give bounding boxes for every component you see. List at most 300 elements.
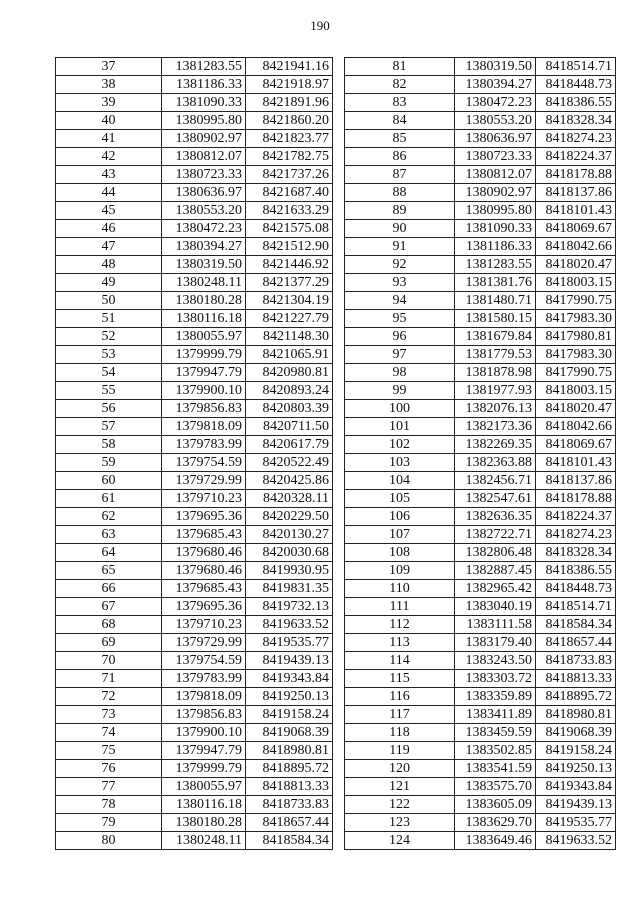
y-coordinate-cell: 8419535.77 xyxy=(536,814,616,832)
x-coordinate-cell: 1381977.93 xyxy=(455,382,536,400)
y-coordinate-cell: 8418328.34 xyxy=(536,112,616,130)
x-coordinate-cell: 1381283.55 xyxy=(455,256,536,274)
point-number-cell: 44 xyxy=(56,184,162,202)
table-row xyxy=(345,292,616,310)
page-number: 190 xyxy=(310,18,330,33)
point-number-cell: 92 xyxy=(345,256,455,274)
y-coordinate-cell: 8419831.35 xyxy=(246,580,333,598)
y-coordinate-cell: 8418178.88 xyxy=(536,166,616,184)
y-coordinate-cell: 8419250.13 xyxy=(536,760,616,778)
table-row xyxy=(56,274,333,292)
point-number-cell: 71 xyxy=(56,670,162,688)
y-coordinate-cell: 8421512.90 xyxy=(246,238,333,256)
point-number-cell: 115 xyxy=(345,670,455,688)
point-number-cell: 65 xyxy=(56,562,162,580)
point-number-cell: 52 xyxy=(56,328,162,346)
table-row xyxy=(345,400,616,418)
x-coordinate-cell: 1381679.84 xyxy=(455,328,536,346)
x-coordinate-cell: 1382456.71 xyxy=(455,472,536,490)
point-number-cell: 103 xyxy=(345,454,455,472)
y-coordinate-cell: 8418895.72 xyxy=(246,760,333,778)
point-number-cell: 121 xyxy=(345,778,455,796)
y-coordinate-cell: 8418448.73 xyxy=(536,76,616,94)
x-coordinate-cell: 1380180.28 xyxy=(162,814,246,832)
table-row xyxy=(345,202,616,220)
y-coordinate-cell: 8418386.55 xyxy=(536,562,616,580)
y-coordinate-cell: 8418895.72 xyxy=(536,688,616,706)
point-number-cell: 63 xyxy=(56,526,162,544)
x-coordinate-cell: 1382636.35 xyxy=(455,508,536,526)
x-coordinate-cell: 1382173.36 xyxy=(455,418,536,436)
y-coordinate-cell: 8418224.37 xyxy=(536,148,616,166)
table-row xyxy=(345,130,616,148)
y-coordinate-cell: 8418386.55 xyxy=(536,94,616,112)
x-coordinate-cell: 1379680.46 xyxy=(162,544,246,562)
x-coordinate-cell: 1379783.99 xyxy=(162,436,246,454)
point-number-cell: 43 xyxy=(56,166,162,184)
x-coordinate-cell: 1382722.71 xyxy=(455,526,536,544)
x-coordinate-cell: 1383411.89 xyxy=(455,706,536,724)
point-number-cell: 116 xyxy=(345,688,455,706)
table-row xyxy=(345,418,616,436)
coordinates-table-right xyxy=(344,57,616,850)
table-row xyxy=(56,184,333,202)
table-row xyxy=(56,58,333,76)
point-number-cell: 45 xyxy=(56,202,162,220)
table-row xyxy=(56,166,333,184)
y-coordinate-cell: 8419633.52 xyxy=(536,832,616,850)
y-coordinate-cell: 8418020.47 xyxy=(536,400,616,418)
y-coordinate-cell: 8418584.34 xyxy=(536,616,616,634)
y-coordinate-cell: 8419343.84 xyxy=(536,778,616,796)
x-coordinate-cell: 1380995.80 xyxy=(455,202,536,220)
point-number-cell: 81 xyxy=(345,58,455,76)
left-table-body xyxy=(56,58,333,850)
table-row xyxy=(56,472,333,490)
x-coordinate-cell: 1382269.35 xyxy=(455,436,536,454)
x-coordinate-cell: 1383502.85 xyxy=(455,742,536,760)
point-number-cell: 90 xyxy=(345,220,455,238)
table-row xyxy=(345,508,616,526)
table-row xyxy=(56,148,333,166)
x-coordinate-cell: 1382887.45 xyxy=(455,562,536,580)
x-coordinate-cell: 1379818.09 xyxy=(162,418,246,436)
point-number-cell: 91 xyxy=(345,238,455,256)
x-coordinate-cell: 1381090.33 xyxy=(455,220,536,238)
y-coordinate-cell: 8420425.86 xyxy=(246,472,333,490)
table-row xyxy=(345,814,616,832)
table-row xyxy=(56,508,333,526)
table-row xyxy=(345,724,616,742)
table-row xyxy=(345,148,616,166)
y-coordinate-cell: 8417990.75 xyxy=(536,292,616,310)
table-row xyxy=(345,688,616,706)
table-row xyxy=(345,472,616,490)
table-row xyxy=(345,436,616,454)
x-coordinate-cell: 1379947.79 xyxy=(162,742,246,760)
point-number-cell: 54 xyxy=(56,364,162,382)
y-coordinate-cell: 8418448.73 xyxy=(536,580,616,598)
x-coordinate-cell: 1379685.43 xyxy=(162,580,246,598)
table-row xyxy=(56,490,333,508)
x-coordinate-cell: 1381480.71 xyxy=(455,292,536,310)
table-row xyxy=(345,382,616,400)
point-number-cell: 47 xyxy=(56,238,162,256)
y-coordinate-cell: 8420711.50 xyxy=(246,418,333,436)
table-row xyxy=(56,796,333,814)
table-row xyxy=(345,490,616,508)
table-row xyxy=(56,616,333,634)
x-coordinate-cell: 1380248.11 xyxy=(162,832,246,850)
table-row xyxy=(56,778,333,796)
x-coordinate-cell: 1381186.33 xyxy=(455,238,536,256)
point-number-cell: 61 xyxy=(56,490,162,508)
table-row xyxy=(345,58,616,76)
point-number-cell: 89 xyxy=(345,202,455,220)
point-number-cell: 124 xyxy=(345,832,455,850)
y-coordinate-cell: 8419068.39 xyxy=(246,724,333,742)
x-coordinate-cell: 1379999.79 xyxy=(162,760,246,778)
point-number-cell: 73 xyxy=(56,706,162,724)
table-row xyxy=(345,832,616,850)
table-row xyxy=(345,274,616,292)
y-coordinate-cell: 8418514.71 xyxy=(536,598,616,616)
table-row xyxy=(56,598,333,616)
point-number-cell: 50 xyxy=(56,292,162,310)
x-coordinate-cell: 1380553.20 xyxy=(162,202,246,220)
point-number-cell: 64 xyxy=(56,544,162,562)
y-coordinate-cell: 8419158.24 xyxy=(536,742,616,760)
x-coordinate-cell: 1380319.50 xyxy=(455,58,536,76)
table-row xyxy=(345,328,616,346)
y-coordinate-cell: 8417990.75 xyxy=(536,364,616,382)
y-coordinate-cell: 8418584.34 xyxy=(246,832,333,850)
table-row xyxy=(56,706,333,724)
table-row xyxy=(345,526,616,544)
table-row xyxy=(345,220,616,238)
table-row xyxy=(56,652,333,670)
x-coordinate-cell: 1383649.46 xyxy=(455,832,536,850)
y-coordinate-cell: 8421687.40 xyxy=(246,184,333,202)
point-number-cell: 117 xyxy=(345,706,455,724)
table-row xyxy=(56,724,333,742)
y-coordinate-cell: 8421446.92 xyxy=(246,256,333,274)
table-row xyxy=(56,436,333,454)
y-coordinate-cell: 8421891.96 xyxy=(246,94,333,112)
table-row xyxy=(56,382,333,400)
x-coordinate-cell: 1380812.07 xyxy=(455,166,536,184)
x-coordinate-cell: 1379818.09 xyxy=(162,688,246,706)
table-row xyxy=(345,310,616,328)
point-number-cell: 88 xyxy=(345,184,455,202)
y-coordinate-cell: 8420803.39 xyxy=(246,400,333,418)
y-coordinate-cell: 8420229.50 xyxy=(246,508,333,526)
table-row xyxy=(345,454,616,472)
point-number-cell: 82 xyxy=(345,76,455,94)
y-coordinate-cell: 8419068.39 xyxy=(536,724,616,742)
point-number-cell: 53 xyxy=(56,346,162,364)
point-number-cell: 57 xyxy=(56,418,162,436)
point-number-cell: 111 xyxy=(345,598,455,616)
table-row xyxy=(56,418,333,436)
x-coordinate-cell: 1383575.70 xyxy=(455,778,536,796)
y-coordinate-cell: 8420328.11 xyxy=(246,490,333,508)
table-row xyxy=(56,526,333,544)
table-row xyxy=(345,166,616,184)
x-coordinate-cell: 1379999.79 xyxy=(162,346,246,364)
y-coordinate-cell: 8418042.66 xyxy=(536,418,616,436)
y-coordinate-cell: 8418733.83 xyxy=(246,796,333,814)
table-row xyxy=(345,256,616,274)
y-coordinate-cell: 8418003.15 xyxy=(536,274,616,292)
y-coordinate-cell: 8417980.81 xyxy=(536,328,616,346)
table-row xyxy=(345,616,616,634)
coordinates-table-left xyxy=(55,57,333,850)
x-coordinate-cell: 1383359.89 xyxy=(455,688,536,706)
y-coordinate-cell: 8418733.83 xyxy=(536,652,616,670)
point-number-cell: 55 xyxy=(56,382,162,400)
x-coordinate-cell: 1380394.27 xyxy=(455,76,536,94)
x-coordinate-cell: 1380116.18 xyxy=(162,310,246,328)
y-coordinate-cell: 8420893.24 xyxy=(246,382,333,400)
table-row xyxy=(56,814,333,832)
point-number-cell: 75 xyxy=(56,742,162,760)
x-coordinate-cell: 1380319.50 xyxy=(162,256,246,274)
y-coordinate-cell: 8420617.79 xyxy=(246,436,333,454)
x-coordinate-cell: 1380472.23 xyxy=(455,94,536,112)
y-coordinate-cell: 8421782.75 xyxy=(246,148,333,166)
x-coordinate-cell: 1382547.61 xyxy=(455,490,536,508)
table-row xyxy=(345,652,616,670)
y-coordinate-cell: 8421823.77 xyxy=(246,130,333,148)
point-number-cell: 106 xyxy=(345,508,455,526)
y-coordinate-cell: 8420980.81 xyxy=(246,364,333,382)
y-coordinate-cell: 8418069.67 xyxy=(536,220,616,238)
point-number-cell: 84 xyxy=(345,112,455,130)
table-row xyxy=(345,796,616,814)
table-row xyxy=(345,112,616,130)
x-coordinate-cell: 1380055.97 xyxy=(162,778,246,796)
y-coordinate-cell: 8421148.30 xyxy=(246,328,333,346)
y-coordinate-cell: 8418514.71 xyxy=(536,58,616,76)
point-number-cell: 85 xyxy=(345,130,455,148)
table-row xyxy=(345,94,616,112)
table-row xyxy=(345,634,616,652)
point-number-cell: 83 xyxy=(345,94,455,112)
table-row xyxy=(345,238,616,256)
x-coordinate-cell: 1380394.27 xyxy=(162,238,246,256)
point-number-cell: 42 xyxy=(56,148,162,166)
y-coordinate-cell: 8418101.43 xyxy=(536,454,616,472)
y-coordinate-cell: 8418274.23 xyxy=(536,130,616,148)
y-coordinate-cell: 8417983.30 xyxy=(536,346,616,364)
y-coordinate-cell: 8418657.44 xyxy=(246,814,333,832)
y-coordinate-cell: 8419343.84 xyxy=(246,670,333,688)
point-number-cell: 74 xyxy=(56,724,162,742)
y-coordinate-cell: 8421737.26 xyxy=(246,166,333,184)
x-coordinate-cell: 1379783.99 xyxy=(162,670,246,688)
y-coordinate-cell: 8420030.68 xyxy=(246,544,333,562)
x-coordinate-cell: 1381779.53 xyxy=(455,346,536,364)
x-coordinate-cell: 1383541.59 xyxy=(455,760,536,778)
x-coordinate-cell: 1379856.83 xyxy=(162,706,246,724)
point-number-cell: 107 xyxy=(345,526,455,544)
x-coordinate-cell: 1381381.76 xyxy=(455,274,536,292)
point-number-cell: 119 xyxy=(345,742,455,760)
table-row xyxy=(56,400,333,418)
y-coordinate-cell: 8418003.15 xyxy=(536,382,616,400)
table-row xyxy=(56,238,333,256)
point-number-cell: 58 xyxy=(56,436,162,454)
y-coordinate-cell: 8419439.13 xyxy=(536,796,616,814)
y-coordinate-cell: 8418813.33 xyxy=(536,670,616,688)
x-coordinate-cell: 1380055.97 xyxy=(162,328,246,346)
point-number-cell: 66 xyxy=(56,580,162,598)
table-row xyxy=(56,256,333,274)
x-coordinate-cell: 1382363.88 xyxy=(455,454,536,472)
x-coordinate-cell: 1379754.59 xyxy=(162,652,246,670)
x-coordinate-cell: 1379900.10 xyxy=(162,382,246,400)
y-coordinate-cell: 8418813.33 xyxy=(246,778,333,796)
x-coordinate-cell: 1379710.23 xyxy=(162,616,246,634)
y-coordinate-cell: 8418020.47 xyxy=(536,256,616,274)
x-coordinate-cell: 1381580.15 xyxy=(455,310,536,328)
y-coordinate-cell: 8420130.27 xyxy=(246,526,333,544)
y-coordinate-cell: 8418980.81 xyxy=(246,742,333,760)
x-coordinate-cell: 1381283.55 xyxy=(162,58,246,76)
point-number-cell: 37 xyxy=(56,58,162,76)
point-number-cell: 101 xyxy=(345,418,455,436)
point-number-cell: 104 xyxy=(345,472,455,490)
x-coordinate-cell: 1381878.98 xyxy=(455,364,536,382)
table-row xyxy=(345,598,616,616)
x-coordinate-cell: 1380472.23 xyxy=(162,220,246,238)
x-coordinate-cell: 1383459.59 xyxy=(455,724,536,742)
x-coordinate-cell: 1379685.43 xyxy=(162,526,246,544)
table-row xyxy=(56,112,333,130)
point-number-cell: 49 xyxy=(56,274,162,292)
table-row xyxy=(345,580,616,598)
y-coordinate-cell: 8421941.16 xyxy=(246,58,333,76)
table-row xyxy=(56,760,333,778)
point-number-cell: 123 xyxy=(345,814,455,832)
x-coordinate-cell: 1383243.50 xyxy=(455,652,536,670)
table-row xyxy=(56,130,333,148)
y-coordinate-cell: 8419633.52 xyxy=(246,616,333,634)
y-coordinate-cell: 8418178.88 xyxy=(536,490,616,508)
y-coordinate-cell: 8418980.81 xyxy=(536,706,616,724)
x-coordinate-cell: 1380248.11 xyxy=(162,274,246,292)
y-coordinate-cell: 8418274.23 xyxy=(536,526,616,544)
table-row xyxy=(56,328,333,346)
y-coordinate-cell: 8418042.66 xyxy=(536,238,616,256)
point-number-cell: 110 xyxy=(345,580,455,598)
x-coordinate-cell: 1379754.59 xyxy=(162,454,246,472)
point-number-cell: 86 xyxy=(345,148,455,166)
x-coordinate-cell: 1383303.72 xyxy=(455,670,536,688)
table-row xyxy=(345,364,616,382)
y-coordinate-cell: 8418224.37 xyxy=(536,508,616,526)
y-coordinate-cell: 8417983.30 xyxy=(536,310,616,328)
table-row xyxy=(345,670,616,688)
table-row xyxy=(56,364,333,382)
point-number-cell: 39 xyxy=(56,94,162,112)
point-number-cell: 93 xyxy=(345,274,455,292)
x-coordinate-cell: 1383040.19 xyxy=(455,598,536,616)
y-coordinate-cell: 8419439.13 xyxy=(246,652,333,670)
point-number-cell: 114 xyxy=(345,652,455,670)
x-coordinate-cell: 1382806.48 xyxy=(455,544,536,562)
x-coordinate-cell: 1381090.33 xyxy=(162,94,246,112)
y-coordinate-cell: 8421304.19 xyxy=(246,292,333,310)
x-coordinate-cell: 1379695.36 xyxy=(162,508,246,526)
point-number-cell: 105 xyxy=(345,490,455,508)
y-coordinate-cell: 8418328.34 xyxy=(536,544,616,562)
point-number-cell: 56 xyxy=(56,400,162,418)
table-row xyxy=(345,76,616,94)
y-coordinate-cell: 8421065.91 xyxy=(246,346,333,364)
x-coordinate-cell: 1380902.97 xyxy=(455,184,536,202)
table-row xyxy=(56,220,333,238)
point-number-cell: 62 xyxy=(56,508,162,526)
point-number-cell: 59 xyxy=(56,454,162,472)
point-number-cell: 67 xyxy=(56,598,162,616)
point-number-cell: 38 xyxy=(56,76,162,94)
right-table-body xyxy=(345,58,616,850)
table-row xyxy=(56,670,333,688)
point-number-cell: 60 xyxy=(56,472,162,490)
point-number-cell: 69 xyxy=(56,634,162,652)
point-number-cell: 97 xyxy=(345,346,455,364)
point-number-cell: 102 xyxy=(345,436,455,454)
x-coordinate-cell: 1379729.99 xyxy=(162,472,246,490)
table-row xyxy=(56,580,333,598)
point-number-cell: 40 xyxy=(56,112,162,130)
y-coordinate-cell: 8419250.13 xyxy=(246,688,333,706)
y-coordinate-cell: 8418101.43 xyxy=(536,202,616,220)
point-number-cell: 112 xyxy=(345,616,455,634)
point-number-cell: 109 xyxy=(345,562,455,580)
y-coordinate-cell: 8418657.44 xyxy=(536,634,616,652)
point-number-cell: 120 xyxy=(345,760,455,778)
y-coordinate-cell: 8419535.77 xyxy=(246,634,333,652)
x-coordinate-cell: 1380553.20 xyxy=(455,112,536,130)
y-coordinate-cell: 8419158.24 xyxy=(246,706,333,724)
point-number-cell: 113 xyxy=(345,634,455,652)
point-number-cell: 68 xyxy=(56,616,162,634)
table-row xyxy=(56,634,333,652)
y-coordinate-cell: 8421633.29 xyxy=(246,202,333,220)
y-coordinate-cell: 8418137.86 xyxy=(536,184,616,202)
point-number-cell: 48 xyxy=(56,256,162,274)
point-number-cell: 96 xyxy=(345,328,455,346)
y-coordinate-cell: 8421860.20 xyxy=(246,112,333,130)
x-coordinate-cell: 1382076.13 xyxy=(455,400,536,418)
x-coordinate-cell: 1379947.79 xyxy=(162,364,246,382)
x-coordinate-cell: 1379729.99 xyxy=(162,634,246,652)
x-coordinate-cell: 1380723.33 xyxy=(455,148,536,166)
x-coordinate-cell: 1379856.83 xyxy=(162,400,246,418)
point-number-cell: 77 xyxy=(56,778,162,796)
table-row xyxy=(56,310,333,328)
x-coordinate-cell: 1379710.23 xyxy=(162,490,246,508)
table-row xyxy=(345,562,616,580)
x-coordinate-cell: 1382965.42 xyxy=(455,580,536,598)
x-coordinate-cell: 1380902.97 xyxy=(162,130,246,148)
x-coordinate-cell: 1383605.09 xyxy=(455,796,536,814)
x-coordinate-cell: 1380723.33 xyxy=(162,166,246,184)
y-coordinate-cell: 8421227.79 xyxy=(246,310,333,328)
